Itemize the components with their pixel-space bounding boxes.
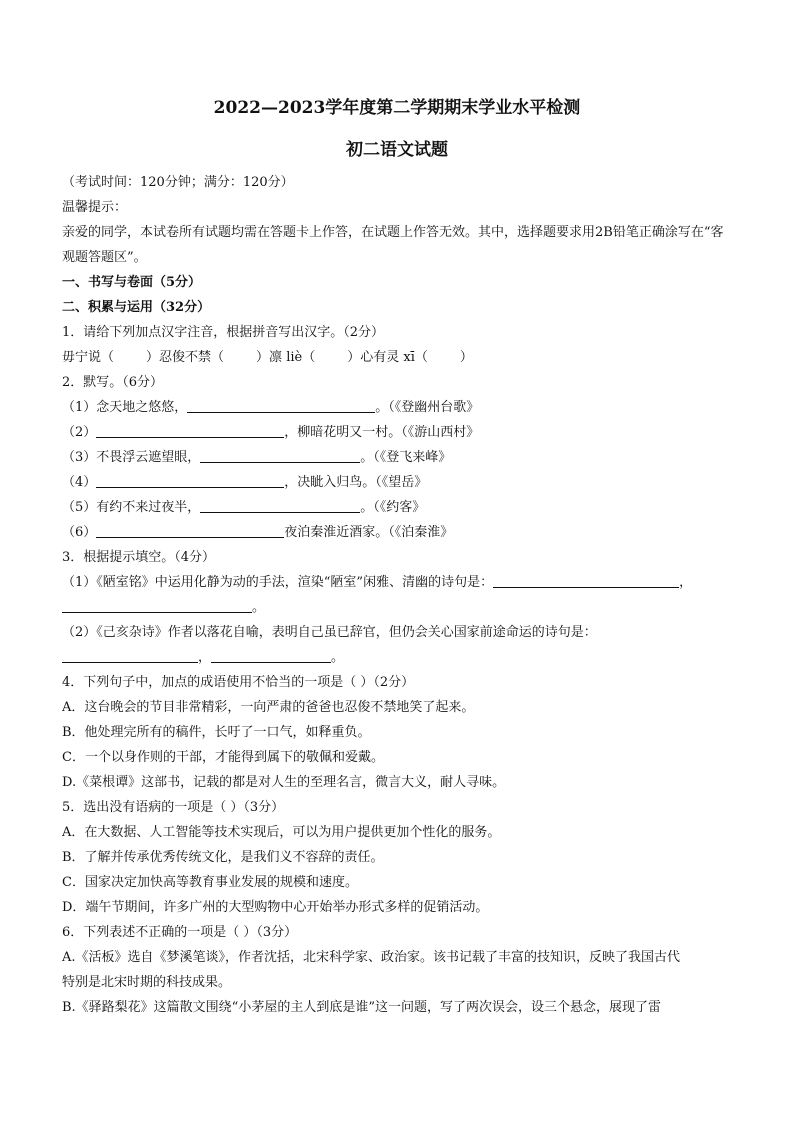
tip-label: 温馨提示： bbox=[62, 200, 128, 215]
q1-item: 毋宁说（ bbox=[62, 350, 115, 365]
q1-item: ）凛 bbox=[256, 350, 283, 365]
answer-blank[interactable] bbox=[187, 398, 375, 413]
q1-items bbox=[62, 345, 734, 370]
question-stem: 1．请给下列加点汉字注音，根据拼音写出汉字。（2分） bbox=[62, 325, 385, 340]
recite-line: （3）不畏浮云遮望眼， 。（《登飞来峰》 bbox=[62, 450, 452, 465]
option-a: A．这台晚会的节目非常精彩，一向严肃的爸爸也忍俊不禁地笑了起来。 bbox=[62, 700, 475, 715]
answer-blank[interactable] bbox=[96, 523, 284, 538]
option-c: C．国家决定加快高等教育事业发展的规模和速度。 bbox=[62, 875, 358, 890]
question-stem: 3．根据提示填空。（4分） bbox=[62, 550, 216, 565]
option-b: B．他处理完所有的稿件，长吁了一口气，如释重负。 bbox=[62, 725, 371, 740]
option-d: D．端午节期间，许多广州的大型购物中心开始举办形式多样的促销活动。 bbox=[62, 900, 489, 915]
q1-item: ） bbox=[459, 350, 473, 365]
option-a: A.《活板》选自《梦溪笔谈》，作者沈括，北宋科学家、政治家。该书记载了丰富的技知识，反映了我国古代 bbox=[62, 950, 681, 965]
fill-line: ， 。 bbox=[62, 645, 734, 670]
option-b: B．了解并传承优秀传统文化，是我们义不容辞的责任。 bbox=[62, 850, 384, 865]
answer-blank[interactable] bbox=[62, 648, 198, 663]
option-b: B.《驿路梨花》这篇散文围绕“小茅屋的主人到底是谁”这一问题，写了两次误会，设三个悬念，展现了雷 bbox=[62, 1000, 661, 1015]
recite-line: （5）有约不来过夜半， 。（《约客》 bbox=[62, 500, 426, 515]
recite-line: （2） ，柳暗花明又一村。（《游山西村》 bbox=[62, 425, 480, 440]
section-heading: 一、书写与卷面（5分） bbox=[62, 275, 202, 290]
option-a-cont: 特别是北宋时期的科技成果。 bbox=[62, 975, 232, 990]
option-a: A．在大数据、人工智能等技术实现后，可以为用户提供更加个性化的服务。 bbox=[62, 825, 501, 840]
q1-item: ）忍俊不禁（ bbox=[146, 350, 225, 365]
recite-line: （1）念天地之悠悠， 。（《登幽州台歌》 bbox=[62, 400, 480, 415]
recite-line: （6） 夜泊秦淮近酒家。（《泊秦淮》 bbox=[62, 525, 454, 540]
fill-line: 。 bbox=[62, 595, 734, 620]
answer-blank[interactable] bbox=[96, 473, 284, 488]
answer-blank[interactable] bbox=[200, 498, 360, 513]
option-c: C．一个以身作则的干部，才能得到属下的敬佩和爱戴。 bbox=[62, 750, 384, 765]
option-d: D.《菜根谭》这部书，记载的都是对人生的至理名言，微言大义，耐人寻味。 bbox=[62, 775, 506, 790]
fill-line: （1）《陋室铭》中运用化静为动的手法，渲染“陋室”闲雅、清幽的诗句是： ， bbox=[62, 575, 693, 590]
q1-item: ）心有灵 bbox=[347, 350, 400, 365]
answer-blank[interactable] bbox=[200, 448, 360, 463]
answer-blank[interactable] bbox=[493, 573, 679, 588]
page-subtitle: 初二语文试题 bbox=[346, 140, 448, 160]
exam-body bbox=[62, 170, 734, 1020]
answer-blank[interactable] bbox=[96, 423, 284, 438]
page-title: 2022—2023学年度第二学期期末学业水平检测 bbox=[213, 98, 581, 118]
q1-pinyin: xī（ bbox=[403, 350, 428, 365]
question-stem: 4．下列句子中，加点的成语使用不恰当的一项是（ ）（2分） bbox=[62, 675, 415, 690]
question-stem: 2．默写。（6分） bbox=[62, 375, 164, 390]
answer-blank[interactable] bbox=[211, 648, 331, 663]
answer-blank[interactable] bbox=[62, 598, 252, 613]
exam-info: （考试时间：120分钟；满分：120分） bbox=[62, 175, 294, 190]
question-stem: 5．选出没有语病的一项是（ ）（3分） bbox=[62, 800, 285, 815]
question-stem: 6．下列表述不正确的一项是（ ）（3分） bbox=[62, 925, 298, 940]
recite-line: （4） ，决眦入归鸟。（《望岳》 bbox=[62, 475, 428, 490]
q1-pinyin: liè（ bbox=[286, 350, 316, 365]
fill-line: （2）《己亥杂诗》作者以落花自喻，表明自己虽已辞官，但仍会关心国家前途命运的诗句是： bbox=[62, 625, 597, 640]
tip-text: 亲爱的同学，本试卷所有试题均需在答题卡上作答，在试题上作答无效。其中，选择题要求用2B铅笔正确涂写在“客观题答题区”。 bbox=[62, 225, 724, 265]
section-heading: 二、积累与运用（32分） bbox=[62, 300, 211, 315]
